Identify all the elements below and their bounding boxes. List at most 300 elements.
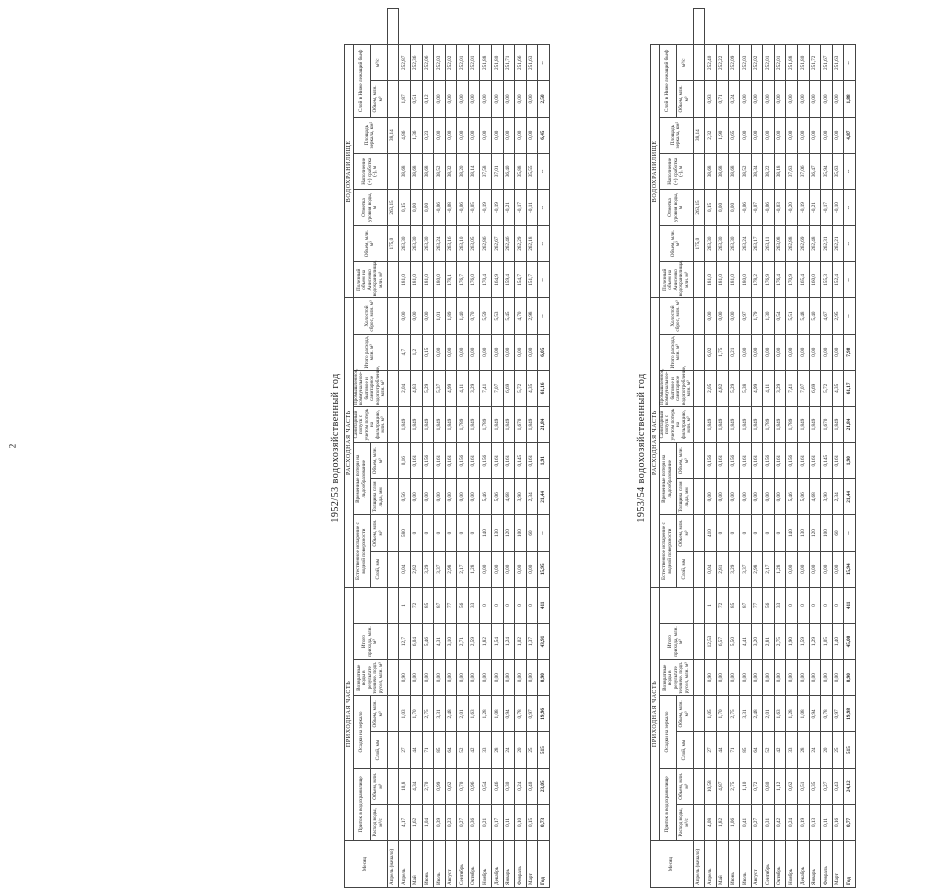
value-cell: 2,75 bbox=[728, 768, 740, 804]
value-cell: 0,99 bbox=[434, 768, 446, 804]
value-cell: 252,09 bbox=[728, 45, 740, 81]
value-cell: 0,00 bbox=[457, 660, 469, 696]
value-cell: 0,56 bbox=[399, 479, 411, 515]
month-cell: Июль bbox=[434, 841, 446, 888]
hdr-precip: Осадки на зеркало bbox=[660, 696, 677, 768]
value-cell: 515 bbox=[844, 732, 856, 768]
value-cell: 1,28 bbox=[774, 551, 786, 587]
value-cell: 0,00 bbox=[740, 660, 752, 696]
value-cell: 0,11 bbox=[503, 804, 515, 840]
value-cell: 0,21 bbox=[728, 334, 740, 370]
value-cell: 515 bbox=[538, 732, 550, 768]
value-cell: 4,34 bbox=[410, 768, 422, 804]
hdr-volume: Объем, млн. м³ bbox=[354, 226, 388, 262]
value-cell: 252,87 bbox=[399, 45, 411, 81]
value-cell: 0,00 bbox=[410, 189, 422, 225]
value-cell: 0,71 bbox=[716, 81, 728, 117]
value-cell: -0,06 bbox=[740, 189, 752, 225]
value-cell: 1,62 bbox=[410, 804, 422, 840]
value-cell: 1,40 bbox=[832, 623, 844, 659]
value-cell: 0,16 bbox=[832, 804, 844, 840]
value-cell: 175,0 bbox=[693, 226, 705, 262]
value-cell: 37,58 bbox=[480, 153, 492, 189]
value-cell: 262,69 bbox=[798, 226, 810, 262]
value-cell: 0,36 bbox=[468, 804, 480, 840]
hdr-idle-discharge: Холостой сброс, млн. м³ bbox=[660, 298, 694, 334]
value-cell: 181,0 bbox=[705, 262, 717, 298]
value-cell: 52 bbox=[763, 732, 775, 768]
value-cell: 0,00 bbox=[492, 660, 504, 696]
value-cell: 0,161 bbox=[445, 443, 457, 479]
table-title: 1953/54 водохозяйственный год bbox=[636, 373, 647, 523]
value-cell: 0,161 bbox=[526, 443, 538, 479]
value-cell: 0,00 bbox=[526, 660, 538, 696]
value-cell: 4,31 bbox=[434, 623, 446, 659]
value-cell: 0 bbox=[480, 587, 492, 623]
value-cell: 262,46 bbox=[503, 226, 515, 262]
value-cell: 165,4 bbox=[798, 262, 810, 298]
value-cell: 263,30 bbox=[716, 226, 728, 262]
value-cell: -0,03 bbox=[774, 189, 786, 225]
value-cell: 0 bbox=[422, 515, 434, 551]
value-cell: 1,2 bbox=[410, 334, 422, 370]
value-cell: 0,145 bbox=[515, 443, 527, 479]
table-row bbox=[480, 9, 492, 888]
value-cell: 1,12 bbox=[774, 768, 786, 804]
value-cell: 0,00 bbox=[526, 334, 538, 370]
value-cell: 263,11 bbox=[763, 226, 775, 262]
value-cell: 1,849 bbox=[399, 406, 411, 442]
hdr-total-outflow: Итого расхода, млн. м³ bbox=[660, 334, 694, 370]
value-cell: 2,50 bbox=[538, 81, 550, 117]
hdr-industrial: Промышленное, коммунальное-бытовое и санитарное водопотребление, млн. м³ bbox=[353, 365, 387, 405]
value-cell: 0,00 bbox=[457, 479, 469, 515]
value-cell: 0,161 bbox=[410, 443, 422, 479]
value-cell: 252,01 bbox=[774, 45, 786, 81]
value-cell: 1,75 bbox=[716, 334, 728, 370]
value-cell: 3,37 bbox=[434, 551, 446, 587]
value-cell: 2,17 bbox=[763, 551, 775, 587]
value-cell: 0 bbox=[716, 515, 728, 551]
value-cell: 0,00 bbox=[798, 551, 810, 587]
value-cell: 0,161 bbox=[798, 443, 810, 479]
value-cell: 4,11 bbox=[763, 370, 775, 406]
value-cell: 0,00 bbox=[515, 81, 527, 117]
value-cell: 130 bbox=[492, 515, 504, 551]
value-cell: 0,00 bbox=[457, 81, 469, 117]
table-row bbox=[798, 9, 810, 888]
value-cell: 2,05 bbox=[705, 370, 717, 406]
value-cell: 2,98 bbox=[526, 298, 538, 334]
month-cell: Декабрь bbox=[798, 841, 810, 888]
value-cell: 0,41 bbox=[740, 804, 752, 840]
value-cell: 10,58 bbox=[705, 768, 717, 804]
value-cell: 5,48 bbox=[798, 298, 810, 334]
value-cell: -- bbox=[844, 45, 856, 81]
value-cell bbox=[693, 262, 705, 298]
value-cell: 2,01 bbox=[457, 696, 469, 732]
value-cell: 1,849 bbox=[468, 406, 480, 442]
value-cell: 0,00 bbox=[480, 334, 492, 370]
value-cell: 0,00 bbox=[821, 334, 833, 370]
value-cell bbox=[387, 406, 399, 442]
value-cell: 1,28 bbox=[786, 696, 798, 732]
value-cell: 38,34 bbox=[751, 153, 763, 189]
value-cell: 0,00 bbox=[515, 660, 527, 696]
value-cell: 24,12 bbox=[844, 768, 856, 804]
value-cell: 0,00 bbox=[809, 117, 821, 153]
value-cell: 1,849 bbox=[740, 406, 752, 442]
table-row bbox=[821, 9, 833, 888]
value-cell: 0,00 bbox=[468, 334, 480, 370]
hdr-idle-depth: Слой в Ниже лежащий бьеф bbox=[660, 45, 677, 117]
value-cell: 85 bbox=[434, 732, 446, 768]
value-cell: 2,95 bbox=[832, 298, 844, 334]
value-cell: 0,00 bbox=[740, 81, 752, 117]
table-row bbox=[410, 9, 422, 888]
value-cell: 0 bbox=[503, 587, 515, 623]
value-cell: 0 bbox=[821, 587, 833, 623]
value-cell: 0,156 bbox=[786, 443, 798, 479]
value-cell: 43,91 bbox=[538, 623, 550, 659]
value-cell: 181,0 bbox=[422, 262, 434, 298]
value-cell: 0,00 bbox=[740, 479, 752, 515]
value-cell: 38,68 bbox=[728, 153, 740, 189]
month-cell: Февраль bbox=[821, 841, 833, 888]
value-cell: 3,90 bbox=[515, 479, 527, 515]
value-cell bbox=[387, 443, 399, 479]
value-cell: 0,00 bbox=[786, 660, 798, 696]
value-cell: 0,00 bbox=[774, 479, 786, 515]
value-cell: 19,96 bbox=[538, 696, 550, 732]
table-row bbox=[763, 9, 775, 888]
value-cell bbox=[693, 804, 705, 840]
value-cell: 1,82 bbox=[716, 804, 728, 840]
value-cell: 71 bbox=[728, 732, 740, 768]
group-reservoir: ВОДОХРАНИЛИЩЕ bbox=[651, 45, 660, 298]
value-cell: 0 bbox=[798, 587, 810, 623]
value-cell: 0,00 bbox=[515, 334, 527, 370]
table-row bbox=[399, 9, 411, 888]
value-cell: 60 bbox=[832, 515, 844, 551]
value-cell bbox=[387, 551, 399, 587]
value-cell: 33 bbox=[480, 732, 492, 768]
value-cell: 0,93 bbox=[705, 81, 717, 117]
value-cell: 0,00 bbox=[445, 660, 457, 696]
value-cell: 5,46 bbox=[786, 479, 798, 515]
value-cell: 0,54 bbox=[774, 298, 786, 334]
value-cell: 0 bbox=[774, 515, 786, 551]
hdr-filler bbox=[354, 587, 388, 623]
value-cell bbox=[387, 334, 399, 370]
value-cell: 0,00 bbox=[740, 334, 752, 370]
value-cell: 0,24 bbox=[515, 768, 527, 804]
value-cell: 0,00 bbox=[728, 298, 740, 334]
value-cell: 6,02 bbox=[705, 334, 717, 370]
value-cell: -0,19 bbox=[798, 189, 810, 225]
value-cell: 4,67 bbox=[821, 298, 833, 334]
value-cell: 0,90 bbox=[844, 660, 856, 696]
value-cell: 5,29 bbox=[728, 370, 740, 406]
value-cell: 1,849 bbox=[503, 406, 515, 442]
value-cell: 252,03 bbox=[434, 45, 446, 81]
value-cell: 35,88 bbox=[515, 153, 527, 189]
value-cell: 0,15 bbox=[399, 189, 411, 225]
month-cell: Ноябрь bbox=[480, 841, 492, 888]
value-cell: 20 bbox=[515, 732, 527, 768]
value-cell: 263,24 bbox=[434, 226, 446, 262]
value-cell: 1,30 bbox=[763, 298, 775, 334]
value-cell: 2,81 bbox=[763, 623, 775, 659]
value-cell: -- bbox=[538, 515, 550, 551]
month-cell: Апрель (начало) bbox=[387, 841, 399, 888]
table-row bbox=[832, 9, 844, 888]
value-cell: 61,16 bbox=[538, 370, 550, 406]
value-cell bbox=[693, 334, 705, 370]
value-cell: 21,84 bbox=[538, 406, 550, 442]
value-cell: 0,00 bbox=[716, 298, 728, 334]
value-cell: -0,10 bbox=[832, 189, 844, 225]
value-cell: 7,07 bbox=[798, 370, 810, 406]
value-cell: 0,00 bbox=[468, 479, 480, 515]
value-cell: 0,24 bbox=[728, 81, 740, 117]
hdr-idle-volume: Объем, млн. м³ bbox=[370, 81, 387, 117]
value-cell: -0,21 bbox=[503, 189, 515, 225]
value-cell: 0,30 bbox=[503, 768, 515, 804]
value-cell: 5,45 bbox=[503, 298, 515, 334]
value-cell: 0,00 bbox=[410, 298, 422, 334]
value-cell: 0 bbox=[457, 515, 469, 551]
table-row bbox=[716, 9, 728, 888]
value-cell: 28 bbox=[798, 732, 810, 768]
value-cell: 0,00 bbox=[798, 334, 810, 370]
value-cell: 263,30 bbox=[728, 226, 740, 262]
value-cell: 1,24 bbox=[503, 623, 515, 659]
value-cell bbox=[387, 768, 399, 804]
group-inflow: ПРИХОДНАЯ ЧАСТЬ bbox=[651, 587, 660, 840]
value-cell: -- bbox=[844, 153, 856, 189]
value-cell: 0,00 bbox=[526, 117, 538, 153]
value-cell: 38,52 bbox=[434, 153, 446, 189]
value-cell: 170,4 bbox=[480, 262, 492, 298]
value-cell: 1,01 bbox=[434, 298, 446, 334]
value-cell: 21,84 bbox=[844, 406, 856, 442]
value-cell: 0,10 bbox=[515, 804, 527, 840]
value-cell: 3,29 bbox=[422, 551, 434, 587]
value-cell: 0,42 bbox=[774, 804, 786, 840]
value-cell: 35,55 bbox=[526, 153, 538, 189]
value-cell: 0,00 bbox=[786, 81, 798, 117]
value-cell: 38,20 bbox=[457, 153, 469, 189]
value-cell: 181,0 bbox=[399, 262, 411, 298]
value-cell: 0,00 bbox=[728, 479, 740, 515]
group-inflow: ПРИХОДНАЯ ЧАСТЬ bbox=[345, 587, 354, 840]
value-cell: 37,63 bbox=[786, 153, 798, 189]
value-cell: 0,00 bbox=[832, 660, 844, 696]
table-row bbox=[538, 9, 550, 888]
value-cell: 38,68 bbox=[410, 153, 422, 189]
value-cell: 6,57 bbox=[716, 623, 728, 659]
value-cell: 252,02 bbox=[445, 45, 457, 81]
value-cell: 1,849 bbox=[492, 406, 504, 442]
value-cell: 0 bbox=[832, 587, 844, 623]
value-cell: 252,40 bbox=[705, 45, 717, 81]
value-cell: 0,00 bbox=[798, 660, 810, 696]
value-cell: 0,31 bbox=[763, 804, 775, 840]
value-cell: 37,01 bbox=[492, 153, 504, 189]
value-cell: 1,82 bbox=[480, 623, 492, 659]
value-cell: -0,20 bbox=[786, 189, 798, 225]
value-cell: 0,161 bbox=[809, 443, 821, 479]
value-cell: 5,72 bbox=[515, 370, 527, 406]
value-cell: -- bbox=[844, 189, 856, 225]
value-cell: 0,16 bbox=[399, 443, 411, 479]
value-cell: 181,0 bbox=[410, 262, 422, 298]
value-cell: 1,849 bbox=[798, 406, 810, 442]
value-cell: 0,15 bbox=[705, 189, 717, 225]
hdr-useful-volume: Полезный объем на Анисенко водохранилища, млн. м³ bbox=[354, 262, 388, 298]
value-cell: -- bbox=[538, 226, 550, 262]
value-cell: 0,43 bbox=[832, 768, 844, 804]
value-cell: 4,87 bbox=[716, 768, 728, 804]
value-cell bbox=[693, 587, 705, 623]
value-cell bbox=[387, 45, 399, 81]
value-cell: 64 bbox=[751, 732, 763, 768]
table-1953-54-section bbox=[636, 8, 936, 888]
value-cell: 2,75 bbox=[774, 623, 786, 659]
value-cell: 0,00 bbox=[503, 551, 515, 587]
hdr-fill-mark: Отметка уровня воды, м bbox=[354, 189, 388, 225]
value-cell: 0,00 bbox=[763, 660, 775, 696]
value-cell: 252,36 bbox=[410, 45, 422, 81]
value-cell: 42 bbox=[774, 732, 786, 768]
value-cell: 6,69 bbox=[809, 370, 821, 406]
value-cell: 0,00 bbox=[821, 551, 833, 587]
hdr-filler bbox=[660, 587, 694, 623]
value-cell: 2,17 bbox=[457, 551, 469, 587]
value-cell bbox=[693, 551, 705, 587]
value-cell: 0,00 bbox=[434, 660, 446, 696]
value-cell: 0,70 bbox=[457, 768, 469, 804]
table-row bbox=[705, 9, 717, 888]
value-cell: 0 bbox=[492, 587, 504, 623]
table-row bbox=[422, 9, 434, 888]
value-cell: 33 bbox=[468, 587, 480, 623]
value-cell: 0,00 bbox=[503, 660, 515, 696]
value-cell bbox=[693, 9, 705, 45]
value-cell: 263,30 bbox=[422, 226, 434, 262]
value-cell: 1,670 bbox=[515, 406, 527, 442]
value-cell: 33 bbox=[774, 587, 786, 623]
value-cell: 0,00 bbox=[821, 660, 833, 696]
value-cell: 0,24 bbox=[786, 804, 798, 840]
hdr-evap-volume: Объем, млн. м³ bbox=[370, 515, 387, 551]
value-cell: 1,63 bbox=[468, 696, 480, 732]
value-cell: 5,06 bbox=[492, 479, 504, 515]
table-row bbox=[728, 9, 740, 888]
hdr-evap-volume: Объем, млн. м³ bbox=[676, 515, 693, 551]
hdr-evap-layer: Слой, мм bbox=[370, 551, 387, 587]
value-cell: 0,90 bbox=[399, 660, 411, 696]
value-cell: 1,849 bbox=[751, 406, 763, 442]
hdr-fill-mark: Отметка уровня воды, м bbox=[660, 189, 694, 225]
value-cell: 1,89 bbox=[445, 298, 457, 334]
value-cell: 5,53 bbox=[492, 298, 504, 334]
hdr-return-water: Возвратные воды в результате техниче. подп. русел, млн. м³ bbox=[660, 660, 694, 696]
value-cell: 159,4 bbox=[503, 262, 515, 298]
value-cell: 0,00 bbox=[751, 81, 763, 117]
value-cell: 140 bbox=[786, 515, 798, 551]
value-cell: 580 bbox=[399, 515, 411, 551]
value-cell: 262,48 bbox=[809, 226, 821, 262]
value-cell: 1,10 bbox=[740, 768, 752, 804]
value-cell: 4,87 bbox=[844, 117, 856, 153]
value-cell: 1,87 bbox=[399, 81, 411, 117]
value-cell: 5,40 bbox=[809, 298, 821, 334]
value-cell: 2,34 bbox=[832, 479, 844, 515]
value-cell bbox=[387, 370, 399, 406]
value-cell: 1 bbox=[399, 587, 411, 623]
value-cell: 0,00 bbox=[821, 81, 833, 117]
value-cell: 6,69 bbox=[503, 370, 515, 406]
value-cell: 3,90 bbox=[821, 479, 833, 515]
value-cell: 2,70 bbox=[422, 768, 434, 804]
value-cell: 7,07 bbox=[492, 370, 504, 406]
value-cell: 4,82 bbox=[716, 370, 728, 406]
value-cell: 0,78 bbox=[821, 696, 833, 732]
value-cell: 0,00 bbox=[445, 117, 457, 153]
value-cell: 0 bbox=[740, 515, 752, 551]
hdr-discharge: Расход воды, м³/с bbox=[676, 804, 693, 840]
table-row bbox=[844, 9, 856, 888]
value-cell: 0,12 bbox=[422, 81, 434, 117]
value-cell bbox=[387, 9, 399, 45]
value-cell: 42 bbox=[468, 732, 480, 768]
value-cell: 252,01 bbox=[457, 45, 469, 81]
table-row bbox=[774, 9, 786, 888]
value-cell: 1,90 bbox=[716, 117, 728, 153]
hdr-ice-layer: Толщина слоя льда, мм bbox=[676, 479, 693, 515]
value-cell: 0,00 bbox=[763, 117, 775, 153]
hdr-idle-depth: Слой в Ниже лежащий бьеф bbox=[354, 45, 371, 117]
group-outflow: РАСХОДНАЯ ЧАСТЬ bbox=[345, 298, 354, 587]
value-cell: 252,06 bbox=[422, 45, 434, 81]
value-cell: 38,32 bbox=[445, 153, 457, 189]
value-cell: 0,161 bbox=[434, 443, 446, 479]
value-cell: 0,00 bbox=[503, 334, 515, 370]
value-cell: 1,04 bbox=[422, 804, 434, 840]
value-cell: 0 bbox=[763, 515, 775, 551]
value-cell: 0,00 bbox=[832, 117, 844, 153]
value-cell: 5,38 bbox=[740, 370, 752, 406]
col-month: Месяц bbox=[345, 841, 388, 888]
hdr-evaporation: Естественное испарение с водной поверхности bbox=[354, 515, 371, 587]
value-cell: 0,161 bbox=[832, 443, 844, 479]
table-row bbox=[786, 9, 798, 888]
value-cell bbox=[693, 515, 705, 551]
value-cell: 0,00 bbox=[492, 81, 504, 117]
value-cell bbox=[693, 406, 705, 442]
value-cell: 263,17 bbox=[751, 226, 763, 262]
value-cell: 12,7 bbox=[399, 623, 411, 659]
value-cell: 38,14 bbox=[387, 117, 399, 153]
value-cell: 160,0 bbox=[809, 262, 821, 298]
hdr-ice-layer: Толщина слоя льда, мм bbox=[370, 479, 387, 515]
value-cell: 87 bbox=[434, 587, 446, 623]
value-cell: 3,37 bbox=[740, 551, 752, 587]
value-cell: 5,51 bbox=[786, 298, 798, 334]
value-cell bbox=[387, 81, 399, 117]
